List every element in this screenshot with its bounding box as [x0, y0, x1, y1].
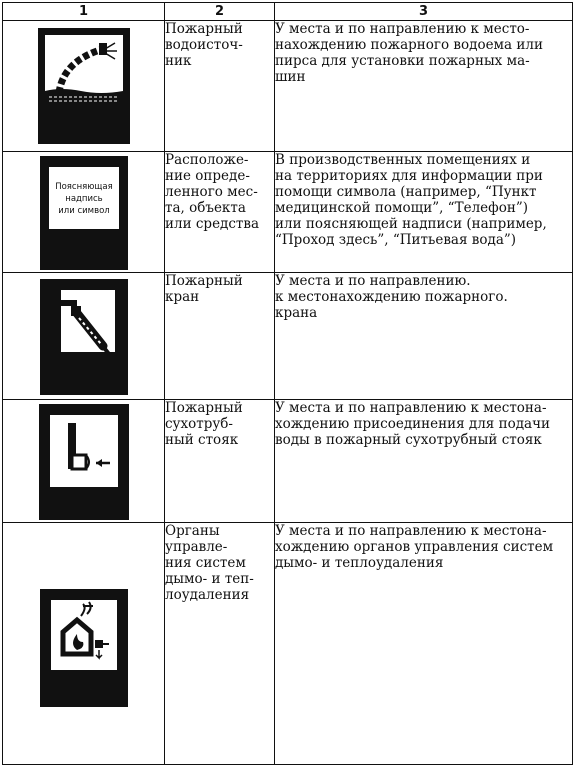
- signs-table: [2, 2, 573, 765]
- sign-desc-line: У места и по направлению к место-: [275, 21, 530, 37]
- sign-caption-line: Поясняющая: [54, 182, 113, 192]
- sign-desc-line: крана: [275, 305, 318, 321]
- sign-desc-line: или поясняющей надписи (например,: [275, 216, 547, 232]
- sign-desc-line: “Проход здесь”, “Питьевая вода”): [275, 232, 517, 248]
- smoke-control-icon: [41, 590, 127, 706]
- sign-name-line: дымо- и теп-: [165, 571, 254, 587]
- sign-name-line: Пожарный: [165, 21, 243, 37]
- sign-name-line: ный стояк: [165, 432, 239, 448]
- sign-name-line: управле-: [165, 539, 228, 555]
- sign-desc-line: медицинской помощи”, “Телефон”): [275, 200, 528, 216]
- sign-cell: [3, 152, 165, 273]
- sign-cell: [3, 273, 165, 400]
- fire-water-source-icon: [39, 29, 129, 143]
- sign-name-line: или средства: [165, 216, 260, 232]
- sign-desc-line: пирса для установки пожарных ма-: [275, 53, 530, 69]
- sign-name-line: ник: [165, 53, 192, 69]
- sign-name-cell: [165, 273, 275, 400]
- table-row: [3, 523, 573, 765]
- sign-name-cell: [165, 152, 275, 273]
- sign-desc-line: В производственных помещениях и: [275, 152, 531, 168]
- sign-desc-line: помощи символа (например, “Пункт: [275, 184, 537, 200]
- sign-desc-line: хождению органов управления систем: [275, 539, 554, 555]
- table-row: [3, 21, 573, 152]
- sign-cell: [3, 400, 165, 523]
- location-marker-icon: [41, 157, 127, 269]
- sign-name-line: ленного мес-: [165, 184, 258, 200]
- sign-name-line: Расположе-: [165, 152, 249, 168]
- sign-name-line: та, объекта: [165, 200, 246, 216]
- sign-name-line: водоисточ-: [165, 37, 243, 53]
- sign-desc-line: дымо- и теплоудаления: [275, 555, 444, 571]
- table-row: [3, 273, 573, 400]
- sign-cell: [3, 21, 165, 152]
- header-row: [3, 3, 573, 21]
- sign-name-cell: [165, 400, 275, 523]
- fire-hydrant-icon: [41, 280, 127, 394]
- sign-desc-line: У места и по направлению к местона-: [275, 523, 547, 539]
- sign-name-line: сухотруб-: [165, 416, 233, 432]
- header-col-2: 2: [165, 3, 275, 21]
- dry-riser-icon: [40, 405, 128, 519]
- sign-name-line: Пожарный: [165, 273, 243, 289]
- sign-desc-line: У места и по направлению к местона-: [275, 400, 547, 416]
- sign-desc-line: к местонахождению пожарного.: [275, 289, 508, 305]
- sign-caption-line: надпись: [64, 194, 103, 204]
- sign-cell: [3, 523, 165, 765]
- sign-name-cell: [165, 21, 275, 152]
- table-row: [3, 400, 573, 523]
- sign-name-line: ния систем: [165, 555, 246, 571]
- sign-desc-cell: [275, 273, 573, 400]
- table-row: [3, 152, 573, 273]
- sign-desc-cell: [275, 400, 573, 523]
- sign-name-line: ние опреде-: [165, 168, 250, 184]
- header-col-3: 3: [275, 3, 573, 21]
- sign-name-line: Органы: [165, 523, 220, 539]
- sign-name-line: Пожарный: [165, 400, 243, 416]
- sign-name-cell: [165, 523, 275, 765]
- sign-name-line: кран: [165, 289, 200, 305]
- sign-desc-line: на территориях для информации при: [275, 168, 543, 184]
- sign-desc-line: нахождению пожарного водоема или: [275, 37, 543, 53]
- sign-desc-line: У места и по направлению.: [275, 273, 471, 289]
- sign-desc-cell: [275, 152, 573, 273]
- sign-desc-line: шин: [275, 69, 306, 85]
- header-col-1: 1: [3, 3, 165, 21]
- sign-desc-line: воды в пожарный сухотрубный стояк: [275, 432, 542, 448]
- sign-caption-line: или символ: [57, 206, 110, 216]
- sign-desc-line: хождению присоединения для подачи: [275, 416, 551, 432]
- sign-desc-cell: [275, 21, 573, 152]
- sign-name-line: лоудаления: [165, 587, 250, 603]
- sign-desc-cell: [275, 523, 573, 765]
